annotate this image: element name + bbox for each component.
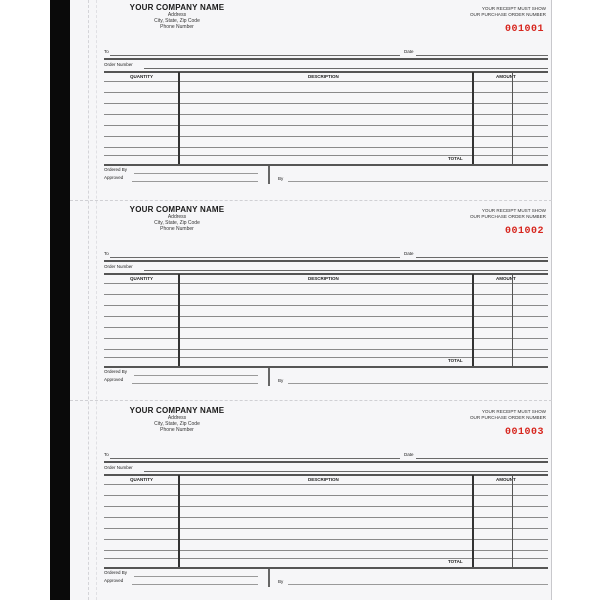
ordered-by-field[interactable] <box>134 173 258 174</box>
to-label: To <box>104 251 109 256</box>
total-label: TOTAL <box>448 156 463 161</box>
form-separator <box>70 200 552 201</box>
to-field[interactable] <box>110 257 400 258</box>
row-line <box>104 103 548 104</box>
company-name: YOUR COMPANY NAME <box>129 406 225 415</box>
company-name: YOUR COMPANY NAME <box>129 205 225 214</box>
column-header-quantity: QUANTITY <box>130 276 153 281</box>
by-label: By <box>278 579 284 584</box>
approved-label: Approved <box>104 578 124 583</box>
to-date-row <box>104 251 548 259</box>
date-label: Date <box>404 251 414 256</box>
notice-line-1: YOUR RECEIPT MUST SHOW <box>481 6 546 11</box>
column-header-description: DESCRIPTION <box>308 74 339 79</box>
order-field[interactable] <box>144 68 548 69</box>
ordered-by-label: Ordered By <box>104 167 128 172</box>
row-line <box>104 528 548 529</box>
po-notice <box>470 6 546 17</box>
column-divider <box>472 72 474 164</box>
row-line <box>104 114 548 115</box>
notice-line-2: OUR PURCHASE ORDER NUMBER <box>469 414 546 420</box>
stub-perforation-inner <box>96 0 97 600</box>
row-line <box>104 517 548 518</box>
divider <box>104 461 548 463</box>
invoice-form <box>100 0 548 200</box>
footer-divider <box>268 368 270 386</box>
approved-field[interactable] <box>132 383 258 384</box>
binding-spine <box>50 0 70 600</box>
po-notice <box>470 208 546 219</box>
column-divider <box>512 274 513 366</box>
row-line <box>104 506 548 507</box>
invoice-form <box>100 202 548 402</box>
signature-footer <box>104 166 548 186</box>
column-divider <box>472 475 474 567</box>
row-line <box>104 81 548 82</box>
to-label: To <box>104 452 109 457</box>
ordered-by-field[interactable] <box>134 375 258 376</box>
row-line <box>104 136 548 137</box>
row-line <box>104 92 548 93</box>
by-label: By <box>278 176 284 181</box>
footer-divider <box>268 569 270 587</box>
total-label: TOTAL <box>448 559 463 564</box>
company-block <box>122 205 232 232</box>
approved-field[interactable] <box>132 181 258 182</box>
column-divider <box>512 72 513 164</box>
column-header-quantity: QUANTITY <box>130 74 153 79</box>
company-phone: Phone Number <box>160 226 194 232</box>
po-notice <box>470 409 546 420</box>
column-divider <box>512 475 513 567</box>
signature-footer <box>104 368 548 388</box>
company-phone: Phone Number <box>160 427 194 433</box>
ordered-by-label: Ordered By <box>104 369 128 374</box>
by-field[interactable] <box>288 584 548 585</box>
ordered-by-label: Ordered By <box>104 570 128 575</box>
row-line <box>104 316 548 317</box>
column-divider <box>178 274 180 366</box>
order-label: Order Number <box>104 264 133 269</box>
approved-label: Approved <box>104 377 124 382</box>
column-header-amount: AMOUNT <box>496 276 516 281</box>
stub-perforation <box>88 0 89 600</box>
to-field[interactable] <box>110 55 400 56</box>
receipt-number: 001003 <box>504 427 544 438</box>
company-address: Address <box>167 12 187 18</box>
row-line <box>104 495 548 496</box>
notice-line-1: YOUR RECEIPT MUST SHOW <box>481 409 546 414</box>
divider <box>104 58 548 60</box>
column-divider <box>178 72 180 164</box>
footer-divider <box>268 166 270 184</box>
row-line <box>104 484 548 485</box>
company-phone: Phone Number <box>160 24 194 30</box>
row-line <box>104 327 548 328</box>
to-date-row <box>104 452 548 460</box>
notice-line-2: OUR PURCHASE ORDER NUMBER <box>469 11 546 17</box>
company-name: YOUR COMPANY NAME <box>129 3 225 12</box>
invoice-form <box>100 403 548 600</box>
company-address: Address <box>167 415 187 421</box>
approved-label: Approved <box>104 175 124 180</box>
to-date-row <box>104 49 548 57</box>
row-line <box>104 294 548 295</box>
row-line <box>104 550 548 551</box>
notice-line-1: YOUR RECEIPT MUST SHOW <box>481 208 546 213</box>
row-line <box>104 155 548 156</box>
row-line <box>104 305 548 306</box>
column-header-description: DESCRIPTION <box>308 276 339 281</box>
company-city: City, State, Zip Code <box>154 421 200 427</box>
row-line <box>104 338 548 339</box>
divider <box>104 260 548 262</box>
line-items-table <box>104 475 548 567</box>
row-line <box>104 283 548 284</box>
column-header-description: DESCRIPTION <box>308 477 339 482</box>
to-field[interactable] <box>110 458 400 459</box>
row-line <box>104 558 548 559</box>
company-city: City, State, Zip Code <box>154 220 200 226</box>
row-line <box>104 357 548 358</box>
order-label: Order Number <box>104 465 133 470</box>
receipt-number: 001002 <box>504 226 544 237</box>
ordered-by-field[interactable] <box>134 576 258 577</box>
by-field[interactable] <box>288 383 548 384</box>
date-field[interactable] <box>416 458 548 459</box>
column-divider <box>472 274 474 366</box>
order-label: Order Number <box>104 62 133 67</box>
date-field[interactable] <box>416 55 548 56</box>
line-items-table <box>104 274 548 366</box>
row-line <box>104 147 548 148</box>
order-field[interactable] <box>144 270 548 271</box>
company-block <box>122 406 232 433</box>
approved-field[interactable] <box>132 584 258 585</box>
notice-line-2: OUR PURCHASE ORDER NUMBER <box>469 213 546 219</box>
to-label: To <box>104 49 109 54</box>
company-city: City, State, Zip Code <box>154 18 200 24</box>
column-header-amount: AMOUNT <box>496 74 516 79</box>
order-field[interactable] <box>144 471 548 472</box>
row-line <box>104 539 548 540</box>
date-field[interactable] <box>416 257 548 258</box>
date-label: Date <box>404 49 414 54</box>
column-divider <box>178 475 180 567</box>
receipt-number: 001001 <box>504 24 544 35</box>
row-line <box>104 349 548 350</box>
signature-footer <box>104 569 548 589</box>
column-header-amount: AMOUNT <box>496 477 516 482</box>
column-header-quantity: QUANTITY <box>130 477 153 482</box>
line-items-table <box>104 72 548 164</box>
company-block <box>122 3 232 30</box>
company-address: Address <box>167 214 187 220</box>
by-field[interactable] <box>288 181 548 182</box>
by-label: By <box>278 378 284 383</box>
date-label: Date <box>404 452 414 457</box>
total-label: TOTAL <box>448 358 463 363</box>
row-line <box>104 125 548 126</box>
